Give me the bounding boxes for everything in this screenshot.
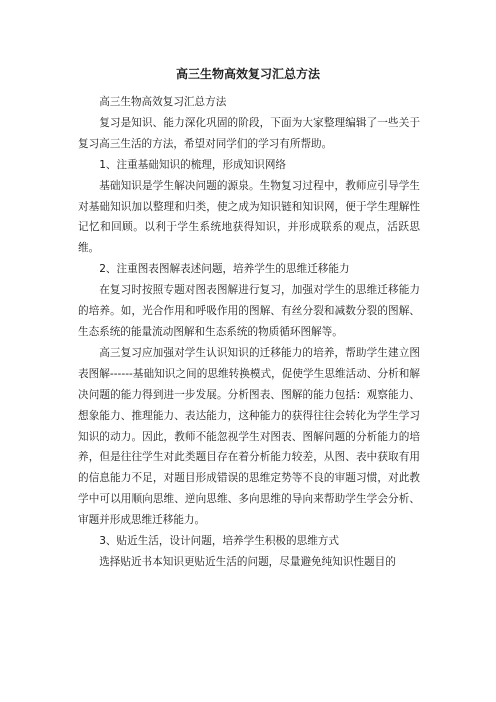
document-title: 高三生物高效复习汇总方法 <box>175 67 320 81</box>
body-paragraph: 在复习时按照专题对图表图解进行复习，加强对学生的思维迁移能力的培养。如，光合作用和呼吸作用的图解、有丝分裂和减数分裂的图解、生态系统的能量流动图解和生态系统的物质循环图解等。 <box>78 284 420 338</box>
intro-paragraph: 复习是知识、能力深化巩固的阶段，下面为大家整理编辑了一些关于复习高三生活的方法，希望对同学们的学习有所帮助。 <box>78 116 420 150</box>
section-heading-3: 3、贴近生活，设计问题，培养学生积极的思维方式 <box>99 535 339 548</box>
subtitle-paragraph: 高三生物高效复习汇总方法 <box>99 96 227 108</box>
body-paragraph: 高三复习应加强对学生认识知识的迁移能力的培养，帮助学生建立图表图解------基础知识之间的思维转换模式，促使学生思维活动、分析和解决问题的能力得到进一步发展。分析图表、图解的能力包括：观察能力、想象能力、推理能力、表达能力，这种能力的获得往往会转化为学生学习知识的动力。因此，教师不能忽视学生对图表、图解问题的分析能力的培养，但是往往学生对此类题目存在着分析能力较差，从图、表中获取有用的信息能力不足，对题目形成错误的思维定势等不良的审题习惯，对此教学中可以用顺向思维、逆向思维、多向思维的导向来帮助学生学会分析、审题并形成思维迁移能力。 <box>78 346 420 527</box>
section-heading-1: 1、注重基础知识的梳理，形成知识网络 <box>99 158 287 171</box>
section-heading-2: 2、注重图表图解表述问题，培养学生的思维迁移能力 <box>99 263 350 276</box>
body-paragraph: 基础知识是学生解决问题的源泉。生物复习过程中，教师应引导学生对基础知识加以整理和归类，使之成为知识链和知识网，便于学生理解性记忆和回顾。以利于学生系统地获得知识，并形成联系的观点，活跃思维。 <box>78 179 420 255</box>
body-paragraph: 选择贴近书本知识更贴近生活的问题，尽量避免纯知识性题目的 <box>99 555 396 568</box>
document-body <box>78 92 420 573</box>
